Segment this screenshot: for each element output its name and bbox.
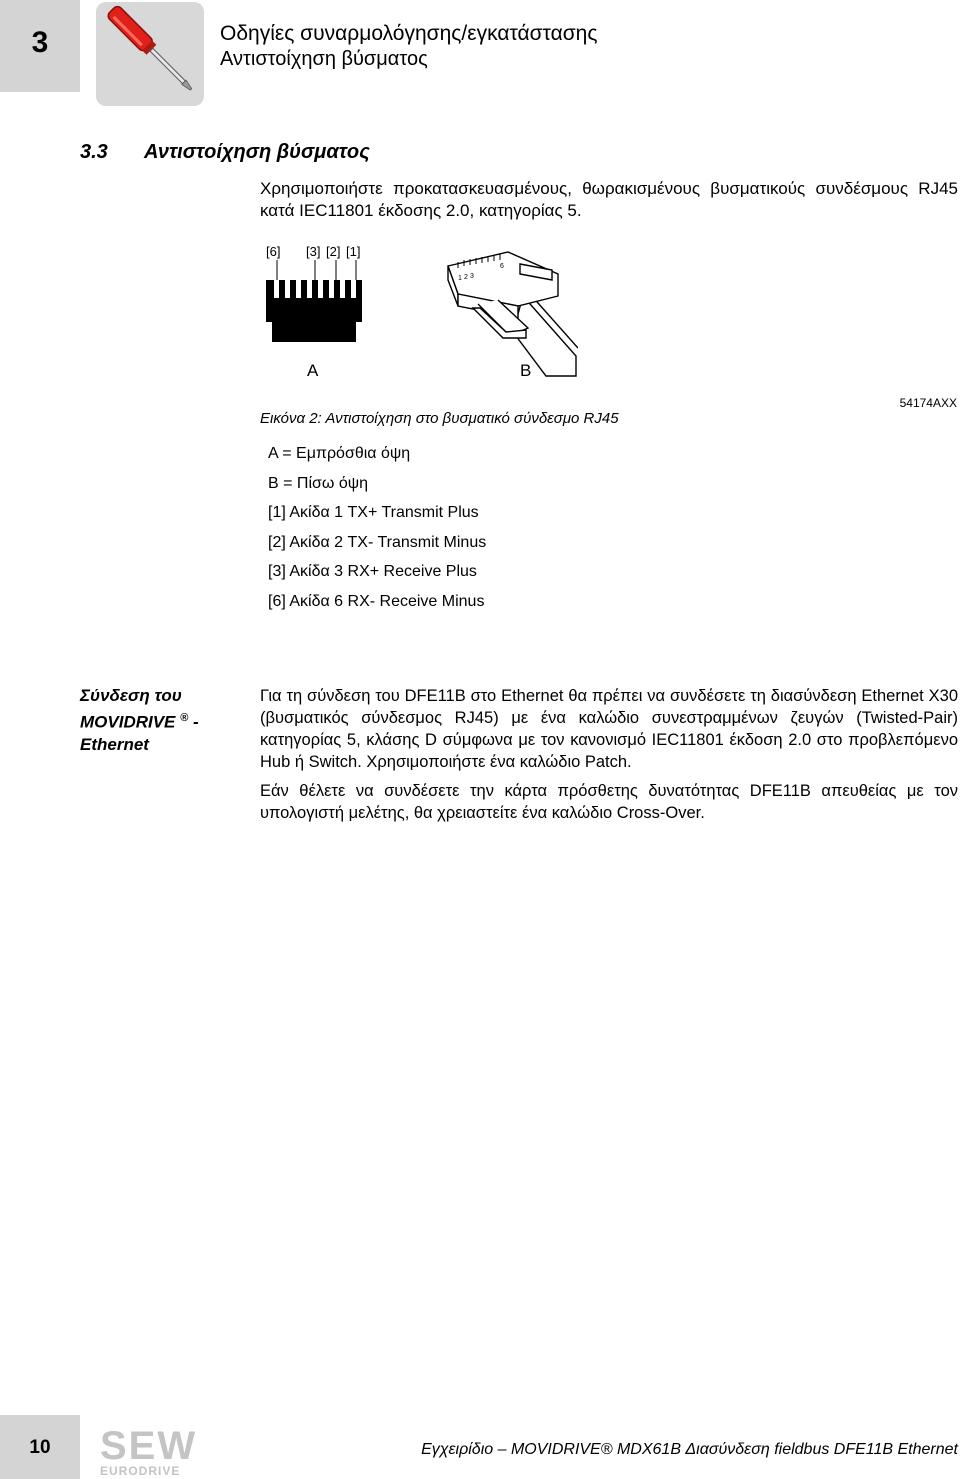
plug-digit-1: 1: [458, 275, 462, 282]
legend-item: A = Εμπρόσθια όψη: [268, 445, 411, 462]
section-number: 3.3: [80, 141, 108, 163]
legend-item: [6] Ακίδα 6 RX- Receive Minus: [268, 592, 485, 610]
connection-paragraph-1: Για τη σύνδεση του DFE11B στο Ethernet θα πρέπει να συνδέσετε τη διασύνδεση Ethernet X30 (βυσματικός σύνδεσμος RJ45) με ένα καλώδιο συνεστραμμένων ζευγών (Twisted-Pair) κατηγορίας 5, κλάσης D σύμφωνα με τον κανονισμό IEC11801 έκδοση 2.0 στο προβλεπόμενο Hub ή Switch. Χρησιμοποιήστε ένα καλώδιο Patch.: [260, 687, 958, 771]
logo-subtext: EURODRIVE: [100, 1464, 181, 1478]
plug-digit-6: 6: [500, 263, 504, 270]
legend-item: [2] Ακίδα 2 TX- Transmit Minus: [268, 533, 487, 551]
plug-digit-3: 3: [470, 273, 474, 280]
pin-label-3: [3]: [306, 244, 321, 259]
sew-eurodrive-logo: [100, 1424, 208, 1478]
side-heading-dash: -: [188, 712, 199, 732]
chapter-number: 3: [31, 26, 49, 59]
side-heading-brand: MOVIDRIVE: [80, 712, 176, 732]
plug-digit-2: 2: [464, 274, 468, 281]
side-heading: [80, 685, 240, 756]
logo-text: SEW: [100, 1424, 198, 1468]
footer-document-title: Εγχειρίδιο – MOVIDRIVE® MDX61B Διασύνδεση fieldbus DFE11B Ethernet: [421, 1441, 958, 1458]
rj45-figure: [258, 236, 578, 391]
legend-item: [1] Ακίδα 1 TX+ Transmit Plus: [268, 504, 479, 521]
chapter-tab: [0, 0, 80, 92]
pin-label-2: [2]: [326, 244, 341, 259]
pin-label-1: [1]: [346, 244, 361, 259]
figure-label-b: B: [520, 361, 532, 380]
page-number: 10: [29, 1437, 51, 1458]
figure-legend: [268, 443, 486, 620]
screwdriver-icon: [96, 2, 204, 106]
side-heading-line-3: Ethernet: [80, 734, 149, 754]
figure-code: 54174AXX: [899, 396, 957, 410]
page-header-subtitle: Αντιστοίχηση βύσματος: [220, 48, 428, 70]
footer-page-tab: [0, 1415, 80, 1479]
side-heading-line-1: Σύνδεση του: [80, 686, 182, 705]
pin-label-6: [6]: [266, 244, 281, 259]
section-title: Αντιστοίχηση βύσματος: [144, 141, 370, 163]
figure-label-a: A: [307, 361, 319, 380]
section-heading: [80, 141, 370, 164]
figure-caption: Εικόνα 2: Αντιστοίχηση στο βυσματικό σύνδεσμο RJ45: [260, 410, 619, 427]
legend-item: B = Πίσω όψη: [268, 474, 369, 492]
side-heading-line-2: [80, 707, 240, 734]
registered-mark: ®: [180, 712, 189, 724]
connection-paragraph-2: Εάν θέλετε να συνδέσετε την κάρτα πρόσθετης δυνατότητας DFE11B απευθείας με τον υπολογιστή μελέτης, θα χρειαστείτε ένα καλώδιο Cross-Over.: [260, 782, 958, 822]
connection-body: [260, 685, 958, 831]
legend-item: [3] Ακίδα 3 RX+ Receive Plus: [268, 563, 477, 580]
page-header-title: Οδηγίες συναρμολόγησης/εγκατάστασης: [220, 22, 598, 45]
intro-paragraph: Χρησιμοποιήστε προκατασκευασμένους, θωρακισμένους βυσματικούς συνδέσμους RJ45 κατά IEC11801 έκδοσης 2.0, κατηγορίας 5.: [260, 179, 958, 220]
